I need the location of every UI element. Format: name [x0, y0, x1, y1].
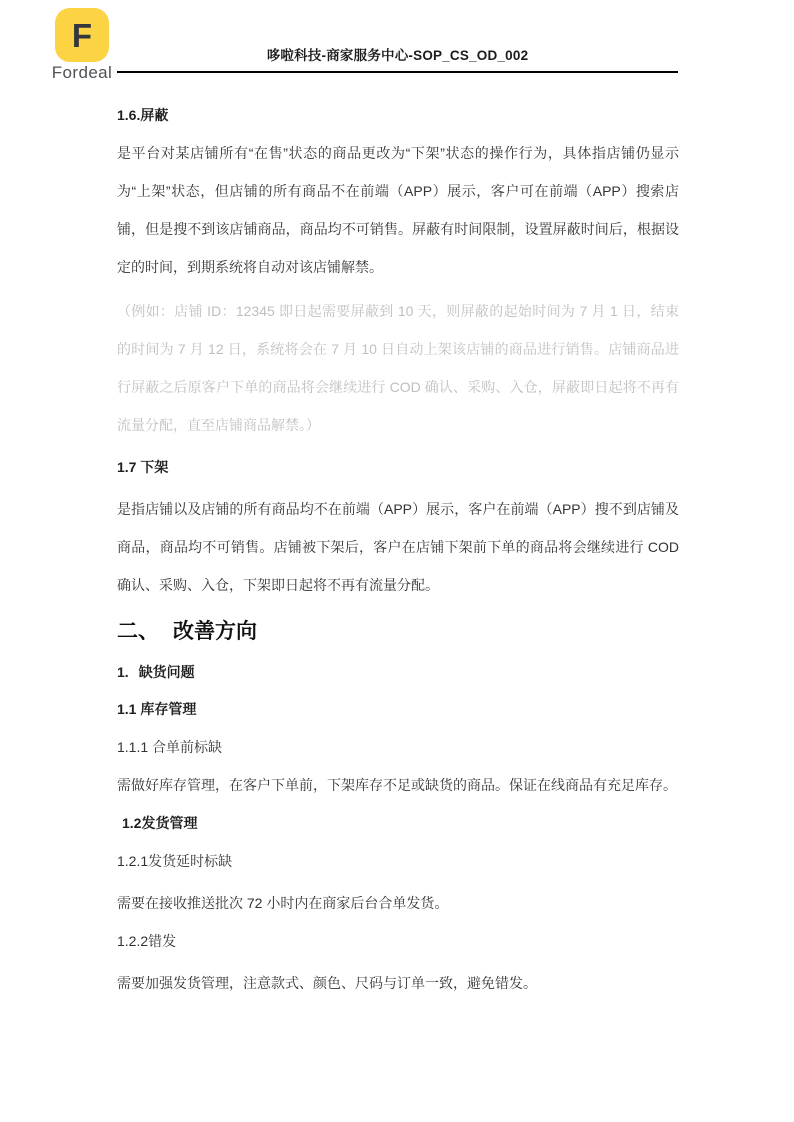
heading-1-2-2: 1.2.2错发: [117, 933, 177, 949]
document-header: [117, 44, 678, 73]
paragraph-1-6-body: 是平台对某店铺所有“在售”状态的商品更改为“下架”状态的操作行为，具体指店铺仍显示为“上架”状态，但店铺的所有商品不在前端（APP）展示，客户可在前端（APP）搜索店铺，但是搜不到该店铺商品，商品均不可销售。屏蔽有时间限制，设置屏蔽时间后，根据设定的时间，到期系统将自动对该店铺解禁。: [117, 145, 679, 275]
header-title: 哆啦科技-商家服务中心-SOP_CS_OD_002: [266, 48, 529, 63]
item-1-title: 缺货问题: [138, 664, 195, 680]
heading-1-2-1: 1.2.1发货延时标缺: [117, 853, 233, 869]
brand-logo: [42, 8, 122, 83]
document-content: [117, 96, 679, 1002]
paragraph-1-7-body: 是指店铺以及店铺的所有商品均不在前端（APP）展示，客户在前端（APP）搜不到店铺及商品，商品均不可销售。店铺被下架后，客户在店铺下架前下单的商品将会继续进行 COD 确认、采购、入仓，下架即日起将不再有流量分配。: [117, 501, 679, 593]
chapter-2-number: 二、: [117, 620, 159, 643]
heading-1-7: 1.7 下架: [117, 459, 169, 475]
paragraph-1-2-2-body: 需要加强发货管理，注意款式、颜色、尺码与订单一致，避免错发。: [117, 975, 537, 991]
heading-1-1-1: 1.1.1 合单前标缺: [117, 739, 223, 755]
heading-item-1: [117, 654, 679, 690]
chapter-2-title: 改善方向: [173, 620, 257, 643]
heading-1-6: 1.6.屏蔽: [117, 107, 169, 123]
chapter-2-heading: [117, 610, 679, 654]
logo-letter: F: [71, 16, 93, 54]
paragraph-1-6-example: （例如：店铺 ID：12345 即日起需要屏蔽到 10 天，则屏蔽的起始时间为 7 月 1 日，结束的时间为 7 月 12 日，系统将会在 7 月 10 日自动上架该店铺的商品进行销售。店铺商品进行屏蔽之后原客户下单的商品将会继续进行 COD 确认、采购、入仓，屏蔽即日起将不再有流量分配，直至店铺商品解禁。）: [117, 303, 679, 433]
item-1-number: 1.: [117, 664, 129, 680]
fordeal-logo-icon: [55, 8, 109, 62]
paragraph-1-2-1-body: 需要在接收推送批次 72 小时内在商家后台合单发货。: [117, 895, 449, 911]
heading-1-1: 1.1 库存管理: [117, 701, 197, 717]
brand-name: Fordeal: [51, 63, 113, 82]
heading-1-2: 1.2发货管理: [122, 815, 198, 831]
header-divider: [117, 71, 678, 73]
paragraph-1-1-1-body: 需做好库存管理，在客户下单前，下架库存不足或缺货的商品。保证在线商品有充足库存。: [117, 777, 677, 793]
